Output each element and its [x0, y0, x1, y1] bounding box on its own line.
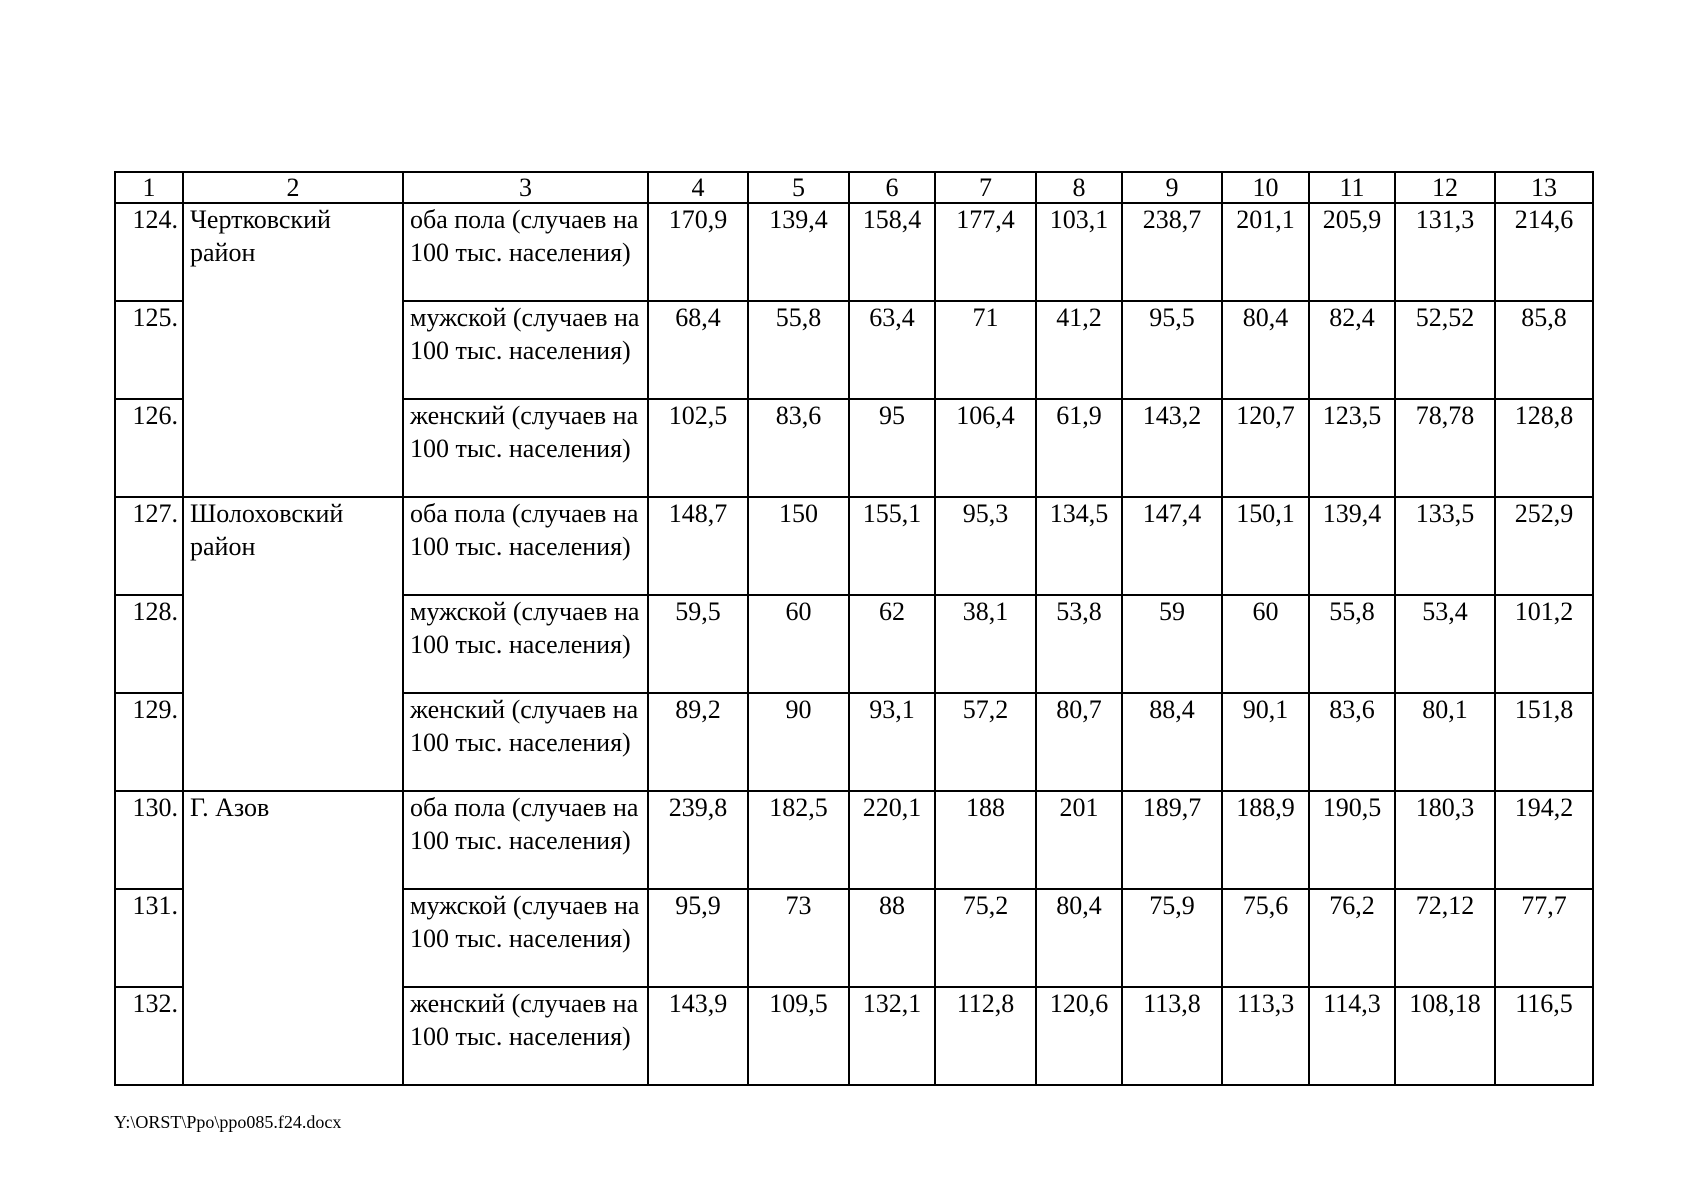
value-cell: 103,1: [1036, 203, 1122, 301]
value-cell: 57,2: [935, 693, 1036, 791]
column-number-header: 10: [1222, 172, 1309, 203]
value-cell: 95,3: [935, 497, 1036, 595]
value-cell: 82,4: [1309, 301, 1395, 399]
value-cell: 88: [849, 889, 935, 987]
column-number-header: 2: [183, 172, 403, 203]
column-number-header: 4: [648, 172, 748, 203]
value-cell: 113,3: [1222, 987, 1309, 1085]
column-number-header: 8: [1036, 172, 1122, 203]
value-cell: 194,2: [1495, 791, 1593, 889]
value-cell: 238,7: [1122, 203, 1222, 301]
value-cell: 68,4: [648, 301, 748, 399]
value-cell: 143,9: [648, 987, 748, 1085]
value-cell: 148,7: [648, 497, 748, 595]
value-cell: 95,5: [1122, 301, 1222, 399]
value-cell: 63,4: [849, 301, 935, 399]
value-cell: 106,4: [935, 399, 1036, 497]
value-cell: 52,52: [1395, 301, 1495, 399]
value-cell: 53,8: [1036, 595, 1122, 693]
value-cell: 85,8: [1495, 301, 1593, 399]
value-cell: 38,1: [935, 595, 1036, 693]
indicator-cell: оба пола (случаев на 100 тыс. населения): [403, 203, 648, 301]
table-row: [115, 203, 1593, 301]
value-cell: 151,8: [1495, 693, 1593, 791]
column-number-header: 6: [849, 172, 935, 203]
document-file-path: Y:\ORST\Ppo\ppo085.f24.docx: [114, 1112, 342, 1132]
value-cell: 88,4: [1122, 693, 1222, 791]
column-number-header: 11: [1309, 172, 1395, 203]
value-cell: 55,8: [748, 301, 849, 399]
value-cell: 220,1: [849, 791, 935, 889]
value-cell: 155,1: [849, 497, 935, 595]
value-cell: 61,9: [1036, 399, 1122, 497]
column-number-header: 1: [115, 172, 183, 203]
value-cell: 120,7: [1222, 399, 1309, 497]
value-cell: 133,5: [1395, 497, 1495, 595]
row-number-cell: 126.: [115, 399, 183, 497]
indicator-cell: мужской (случаев на 100 тыс. населения): [403, 595, 648, 693]
row-number-cell: 128.: [115, 595, 183, 693]
region-name-cell: Чертковский район: [183, 203, 403, 497]
value-cell: 55,8: [1309, 595, 1395, 693]
value-cell: 71: [935, 301, 1036, 399]
value-cell: 158,4: [849, 203, 935, 301]
indicator-cell: оба пола (случаев на 100 тыс. населения): [403, 497, 648, 595]
column-number-header: 13: [1495, 172, 1593, 203]
row-number-cell: 124.: [115, 203, 183, 301]
value-cell: 201,1: [1222, 203, 1309, 301]
value-cell: 75,6: [1222, 889, 1309, 987]
row-number-cell: 127.: [115, 497, 183, 595]
value-cell: 60: [748, 595, 849, 693]
value-cell: 188: [935, 791, 1036, 889]
value-cell: 201: [1036, 791, 1122, 889]
value-cell: 132,1: [849, 987, 935, 1085]
value-cell: 150: [748, 497, 849, 595]
value-cell: 80,4: [1036, 889, 1122, 987]
value-cell: 101,2: [1495, 595, 1593, 693]
value-cell: 189,7: [1122, 791, 1222, 889]
value-cell: 102,5: [648, 399, 748, 497]
value-cell: 150,1: [1222, 497, 1309, 595]
value-cell: 109,5: [748, 987, 849, 1085]
indicator-cell: оба пола (случаев на 100 тыс. населения): [403, 791, 648, 889]
value-cell: 73: [748, 889, 849, 987]
value-cell: 90: [748, 693, 849, 791]
value-cell: 239,8: [648, 791, 748, 889]
value-cell: 120,6: [1036, 987, 1122, 1085]
value-cell: 93,1: [849, 693, 935, 791]
value-cell: 72,12: [1395, 889, 1495, 987]
value-cell: 53,4: [1395, 595, 1495, 693]
column-number-row: [115, 172, 1593, 203]
value-cell: 182,5: [748, 791, 849, 889]
value-cell: 83,6: [748, 399, 849, 497]
value-cell: 89,2: [648, 693, 748, 791]
table-body: [115, 172, 1593, 1085]
value-cell: 41,2: [1036, 301, 1122, 399]
value-cell: 112,8: [935, 987, 1036, 1085]
indicator-cell: женский (случаев на 100 тыс. населения): [403, 399, 648, 497]
value-cell: 77,7: [1495, 889, 1593, 987]
value-cell: 60: [1222, 595, 1309, 693]
value-cell: 177,4: [935, 203, 1036, 301]
value-cell: 139,4: [1309, 497, 1395, 595]
table-row: [115, 497, 1593, 595]
column-number-header: 9: [1122, 172, 1222, 203]
value-cell: 188,9: [1222, 791, 1309, 889]
value-cell: 76,2: [1309, 889, 1395, 987]
value-cell: 59,5: [648, 595, 748, 693]
value-cell: 143,2: [1122, 399, 1222, 497]
row-number-cell: 131.: [115, 889, 183, 987]
value-cell: 75,9: [1122, 889, 1222, 987]
value-cell: 114,3: [1309, 987, 1395, 1085]
value-cell: 80,1: [1395, 693, 1495, 791]
value-cell: 80,7: [1036, 693, 1122, 791]
value-cell: 214,6: [1495, 203, 1593, 301]
region-name-cell: Г. Азов: [183, 791, 403, 1085]
indicator-cell: мужской (случаев на 100 тыс. населения): [403, 301, 648, 399]
value-cell: 95,9: [648, 889, 748, 987]
value-cell: 80,4: [1222, 301, 1309, 399]
column-number-header: 7: [935, 172, 1036, 203]
value-cell: 205,9: [1309, 203, 1395, 301]
region-name-cell: Шолоховский район: [183, 497, 403, 791]
column-number-header: 5: [748, 172, 849, 203]
value-cell: 75,2: [935, 889, 1036, 987]
value-cell: 180,3: [1395, 791, 1495, 889]
row-number-cell: 132.: [115, 987, 183, 1085]
value-cell: 139,4: [748, 203, 849, 301]
statistics-table: [114, 171, 1594, 1086]
value-cell: 113,8: [1122, 987, 1222, 1085]
row-number-cell: 129.: [115, 693, 183, 791]
value-cell: 134,5: [1036, 497, 1122, 595]
value-cell: 108,18: [1395, 987, 1495, 1085]
row-number-cell: 125.: [115, 301, 183, 399]
value-cell: 170,9: [648, 203, 748, 301]
value-cell: 123,5: [1309, 399, 1395, 497]
value-cell: 62: [849, 595, 935, 693]
value-cell: 190,5: [1309, 791, 1395, 889]
value-cell: 83,6: [1309, 693, 1395, 791]
value-cell: 59: [1122, 595, 1222, 693]
value-cell: 252,9: [1495, 497, 1593, 595]
value-cell: 128,8: [1495, 399, 1593, 497]
indicator-cell: женский (случаев на 100 тыс. населения): [403, 693, 648, 791]
value-cell: 131,3: [1395, 203, 1495, 301]
row-number-cell: 130.: [115, 791, 183, 889]
value-cell: 147,4: [1122, 497, 1222, 595]
value-cell: 95: [849, 399, 935, 497]
column-number-header: 3: [403, 172, 648, 203]
value-cell: 116,5: [1495, 987, 1593, 1085]
indicator-cell: мужской (случаев на 100 тыс. населения): [403, 889, 648, 987]
value-cell: 90,1: [1222, 693, 1309, 791]
value-cell: 78,78: [1395, 399, 1495, 497]
indicator-cell: женский (случаев на 100 тыс. населения): [403, 987, 648, 1085]
table-row: [115, 791, 1593, 889]
column-number-header: 12: [1395, 172, 1495, 203]
